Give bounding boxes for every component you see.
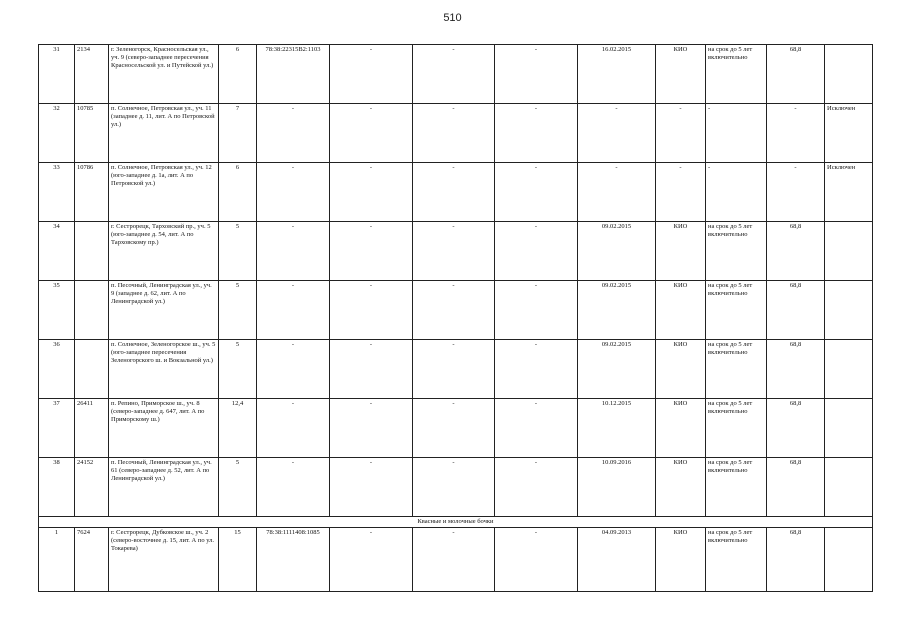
cell-empty-col-8: -	[495, 281, 578, 340]
cell-address: г. Сестрорецк, Дубковское ш., уч. 2 (северо-восточнее д. 15, лит. А по ул. Токарева)	[109, 528, 219, 592]
cell-address: п. Репино, Приморское ш., уч. 8 (северо-западнее д. 647, лит. А по Приморскому ш.)	[109, 399, 219, 458]
table-row	[39, 528, 873, 592]
cell-area: 7	[219, 104, 257, 163]
cell-empty-col-8: -	[495, 399, 578, 458]
cell-price: 68,8	[767, 528, 825, 592]
cell-area: 6	[219, 45, 257, 104]
cell-empty-col-6: -	[330, 399, 413, 458]
cell-note	[825, 528, 873, 592]
cell-organization: КИО	[656, 528, 706, 592]
cell-price: 68,8	[767, 399, 825, 458]
cell-object-code: 10785	[75, 104, 109, 163]
table-row	[39, 399, 873, 458]
cell-object-code: 26411	[75, 399, 109, 458]
cell-address: г. Зеленогорск, Красносельская ул., уч. 9 (северо-западнее пересечения Красносельской ул. и Путейской ул.)	[109, 45, 219, 104]
cell-empty-col-7: -	[413, 45, 495, 104]
cell-term: на срок до 5 лет включительно	[706, 399, 767, 458]
cell-cadastral-number: -	[257, 458, 330, 517]
cell-note: Исключен	[825, 163, 873, 222]
table-row	[39, 222, 873, 281]
cell-organization: -	[656, 104, 706, 163]
cell-organization: КИО	[656, 45, 706, 104]
cell-empty-col-8: -	[495, 222, 578, 281]
cell-price: 68,8	[767, 458, 825, 517]
cell-note	[825, 281, 873, 340]
cell-empty-col-7: -	[413, 104, 495, 163]
cell-note	[825, 340, 873, 399]
cell-date: 09.02.2015	[578, 281, 656, 340]
cell-term: -	[706, 163, 767, 222]
cell-empty-col-7: -	[413, 528, 495, 592]
cell-empty-col-7: -	[413, 458, 495, 517]
cell-price: 68,8	[767, 340, 825, 399]
cell-term: на срок до 5 лет включительно	[706, 528, 767, 592]
cell-cadastral-number: -	[257, 281, 330, 340]
cell-row-number: 1	[39, 528, 75, 592]
cell-price: 68,8	[767, 45, 825, 104]
cell-address: п. Песочный, Ленинградская ул., уч. 61 (северо-западнее д. 52, лит. А по Ленинградской ул.)	[109, 458, 219, 517]
cell-empty-col-6: -	[330, 222, 413, 281]
cell-date: 16.02.2015	[578, 45, 656, 104]
cell-date: -	[578, 163, 656, 222]
cell-object-code	[75, 281, 109, 340]
cell-note	[825, 222, 873, 281]
cell-object-code	[75, 222, 109, 281]
cell-area: 15	[219, 528, 257, 592]
cell-empty-col-6: -	[330, 104, 413, 163]
cell-organization: КИО	[656, 340, 706, 399]
table-row	[39, 281, 873, 340]
page-number: 510	[443, 12, 462, 24]
cell-note	[825, 458, 873, 517]
cell-empty-col-6: -	[330, 45, 413, 104]
registry-table	[38, 44, 873, 592]
cell-cadastral-number: -	[257, 399, 330, 458]
cell-address: п. Песочный, Ленинградская ул., уч. 9 (западнее д. 62, лит. А по Ленинградской ул.)	[109, 281, 219, 340]
cell-row-number: 35	[39, 281, 75, 340]
cell-row-number: 31	[39, 45, 75, 104]
cell-empty-col-8: -	[495, 528, 578, 592]
cell-empty-col-7: -	[413, 163, 495, 222]
cell-date: 09.02.2015	[578, 222, 656, 281]
cell-empty-col-7: -	[413, 399, 495, 458]
cell-cadastral-number: 78:38:1111408:1085	[257, 528, 330, 592]
cell-organization: КИО	[656, 399, 706, 458]
cell-object-code	[75, 340, 109, 399]
cell-empty-col-8: -	[495, 104, 578, 163]
table-row	[39, 45, 873, 104]
cell-object-code: 2134	[75, 45, 109, 104]
cell-row-number: 33	[39, 163, 75, 222]
cell-area: 12,4	[219, 399, 257, 458]
cell-cadastral-number: 78:38:22315В2:1103	[257, 45, 330, 104]
cell-object-code: 7624	[75, 528, 109, 592]
cell-organization: -	[656, 163, 706, 222]
cell-address: п. Солнечное, Петровская ул., уч. 11 (западнее д. 11, лит. А по Петровской ул.)	[109, 104, 219, 163]
cell-row-number: 32	[39, 104, 75, 163]
cell-term: на срок до 5 лет включительно	[706, 340, 767, 399]
cell-empty-col-8: -	[495, 458, 578, 517]
cell-row-number: 38	[39, 458, 75, 517]
cell-price: 68,8	[767, 222, 825, 281]
section-title: Квасные и молочные бочки	[39, 517, 873, 528]
cell-empty-col-8: -	[495, 340, 578, 399]
cell-row-number: 34	[39, 222, 75, 281]
cell-price: -	[767, 163, 825, 222]
cell-price: 68,8	[767, 281, 825, 340]
cell-date: 09.02.2015	[578, 340, 656, 399]
cell-date: 10.09.2016	[578, 458, 656, 517]
cell-term: на срок до 5 лет включительно	[706, 458, 767, 517]
cell-empty-col-7: -	[413, 222, 495, 281]
table-row	[39, 340, 873, 399]
section-header-row	[39, 517, 873, 528]
cell-note: Исключен	[825, 104, 873, 163]
cell-term: на срок до 5 лет включительно	[706, 222, 767, 281]
table-row	[39, 458, 873, 517]
cell-empty-col-6: -	[330, 458, 413, 517]
cell-term: на срок до 5 лет включительно	[706, 45, 767, 104]
cell-object-code: 10786	[75, 163, 109, 222]
cell-term: на срок до 5 лет включительно	[706, 281, 767, 340]
cell-area: 5	[219, 281, 257, 340]
cell-address: г. Сестрорецк, Тарховский пр., уч. 5 (юго-западнее д. 54, лит. А по Тарховскому пр.)	[109, 222, 219, 281]
cell-address: п. Солнечное, Зеленогорское ш., уч. 5 (юго-западнее пересечения Зеленогорского ш. и Вокзальной ул.)	[109, 340, 219, 399]
cell-date: 04.09.2013	[578, 528, 656, 592]
cell-organization: КИО	[656, 281, 706, 340]
cell-cadastral-number: -	[257, 163, 330, 222]
cell-empty-col-7: -	[413, 281, 495, 340]
cell-area: 5	[219, 340, 257, 399]
cell-empty-col-8: -	[495, 45, 578, 104]
cell-date: 10.12.2015	[578, 399, 656, 458]
table-row	[39, 104, 873, 163]
cell-area: 5	[219, 222, 257, 281]
cell-row-number: 36	[39, 340, 75, 399]
cell-cadastral-number: -	[257, 340, 330, 399]
cell-area: 5	[219, 458, 257, 517]
cell-term: -	[706, 104, 767, 163]
cell-empty-col-6: -	[330, 340, 413, 399]
cell-cadastral-number: -	[257, 222, 330, 281]
cell-empty-col-6: -	[330, 528, 413, 592]
cell-empty-col-6: -	[330, 163, 413, 222]
cell-note	[825, 399, 873, 458]
table-row	[39, 163, 873, 222]
cell-note	[825, 45, 873, 104]
cell-row-number: 37	[39, 399, 75, 458]
cell-empty-col-7: -	[413, 340, 495, 399]
cell-cadastral-number: -	[257, 104, 330, 163]
cell-area: 6	[219, 163, 257, 222]
cell-price: -	[767, 104, 825, 163]
cell-empty-col-6: -	[330, 281, 413, 340]
cell-date: -	[578, 104, 656, 163]
cell-object-code: 24152	[75, 458, 109, 517]
cell-address: п. Солнечное, Петровская ул., уч. 12 (юго-западнее д. 1а, лит. А по Петровской ул.)	[109, 163, 219, 222]
cell-organization: КИО	[656, 222, 706, 281]
cell-empty-col-8: -	[495, 163, 578, 222]
cell-organization: КИО	[656, 458, 706, 517]
